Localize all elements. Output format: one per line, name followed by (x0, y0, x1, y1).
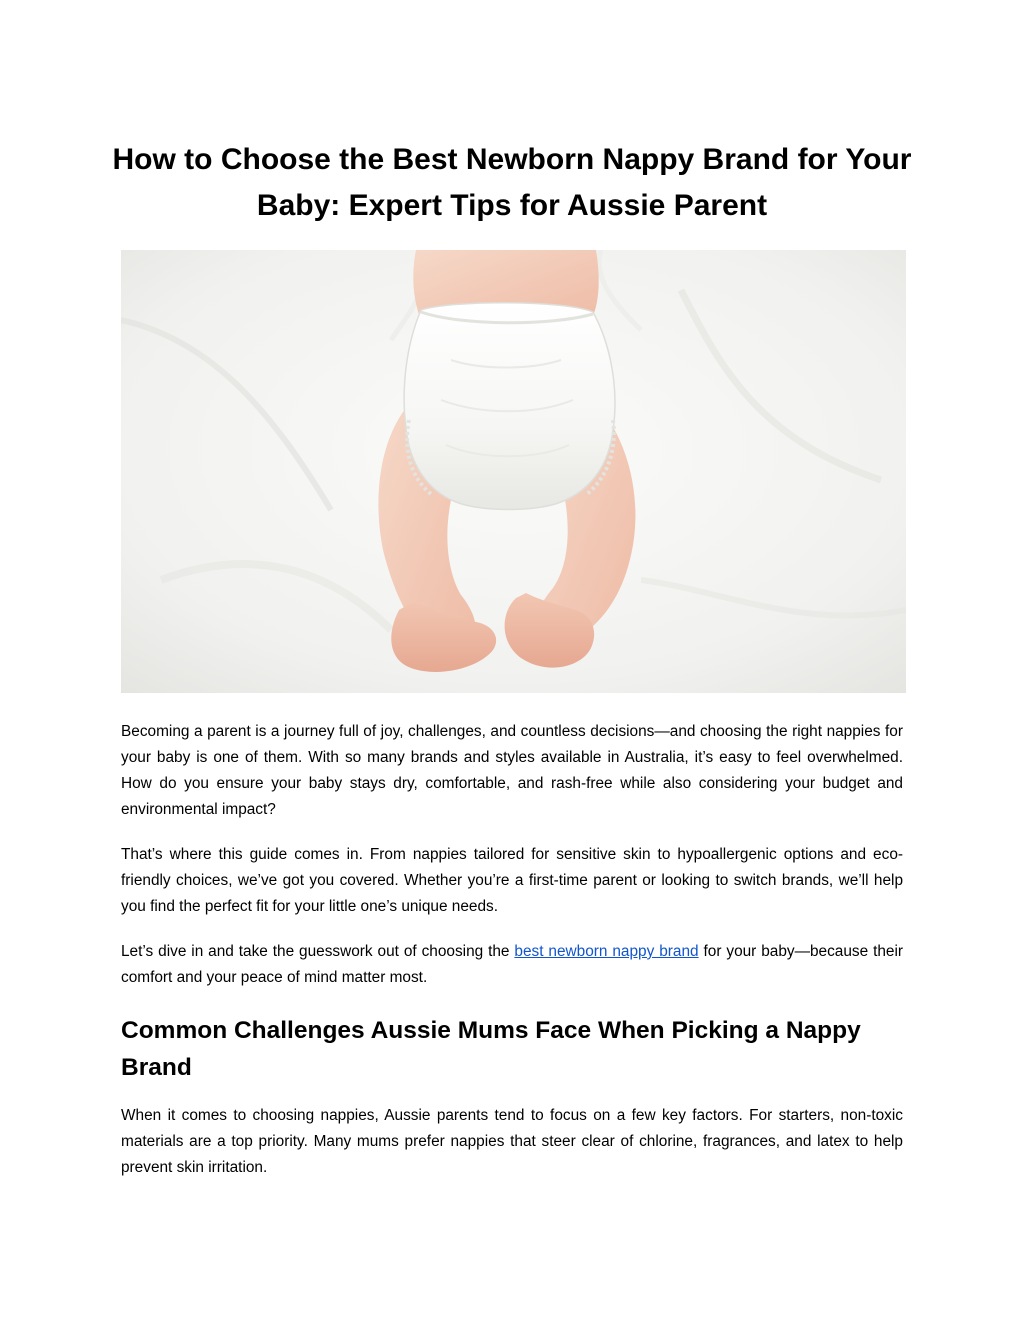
section-heading: Common Challenges Aussie Mums Face When Picking a Nappy Brand (121, 1017, 861, 1081)
dive-in-text-before: Let’s dive in and take the guesswork out of choosing the (121, 943, 510, 960)
page-title: How to Choose the Best Newborn Nappy Brand for Your Baby: Expert Tips for Aussie Parent (112, 143, 912, 222)
hero-image-baby-nappy (121, 250, 906, 693)
intro-paragraph: Becoming a parent is a journey full of joy, challenges, and countless decisions—and choosing the right nappies for your baby is one of them. With so many brands and styles available in Australia, it’s easy to feel overwhelmed. How do you ensure your baby stays dry, comfortable, and rash-free while also considering your budget and environmental impact? (121, 723, 903, 818)
dive-in-text-after: for your baby—because their comfort and your peace of mind matter most. (121, 943, 904, 986)
challenges-paragraph: When it comes to choosing nappies, Aussie parents tend to focus on a few key factors. For starters, non-toxic materials are a top priority. Many mums prefer nappies that steer clear of chlorine, fragrances, and latex to help prevent skin irritation. (121, 1107, 903, 1176)
guide-paragraph: That’s where this guide comes in. From nappies tailored for sensitive skin to hypoallergenic options and eco-friendly choices, we’ve got you covered. Whether you’re a first-time parent or looking to switch brands, we’ll help you find the perfect fit for your little one’s unique needs. (121, 846, 903, 915)
dive-in-paragraph (121, 939, 903, 991)
best-newborn-nappy-brand-link[interactable]: best newborn nappy brand (514, 943, 699, 960)
